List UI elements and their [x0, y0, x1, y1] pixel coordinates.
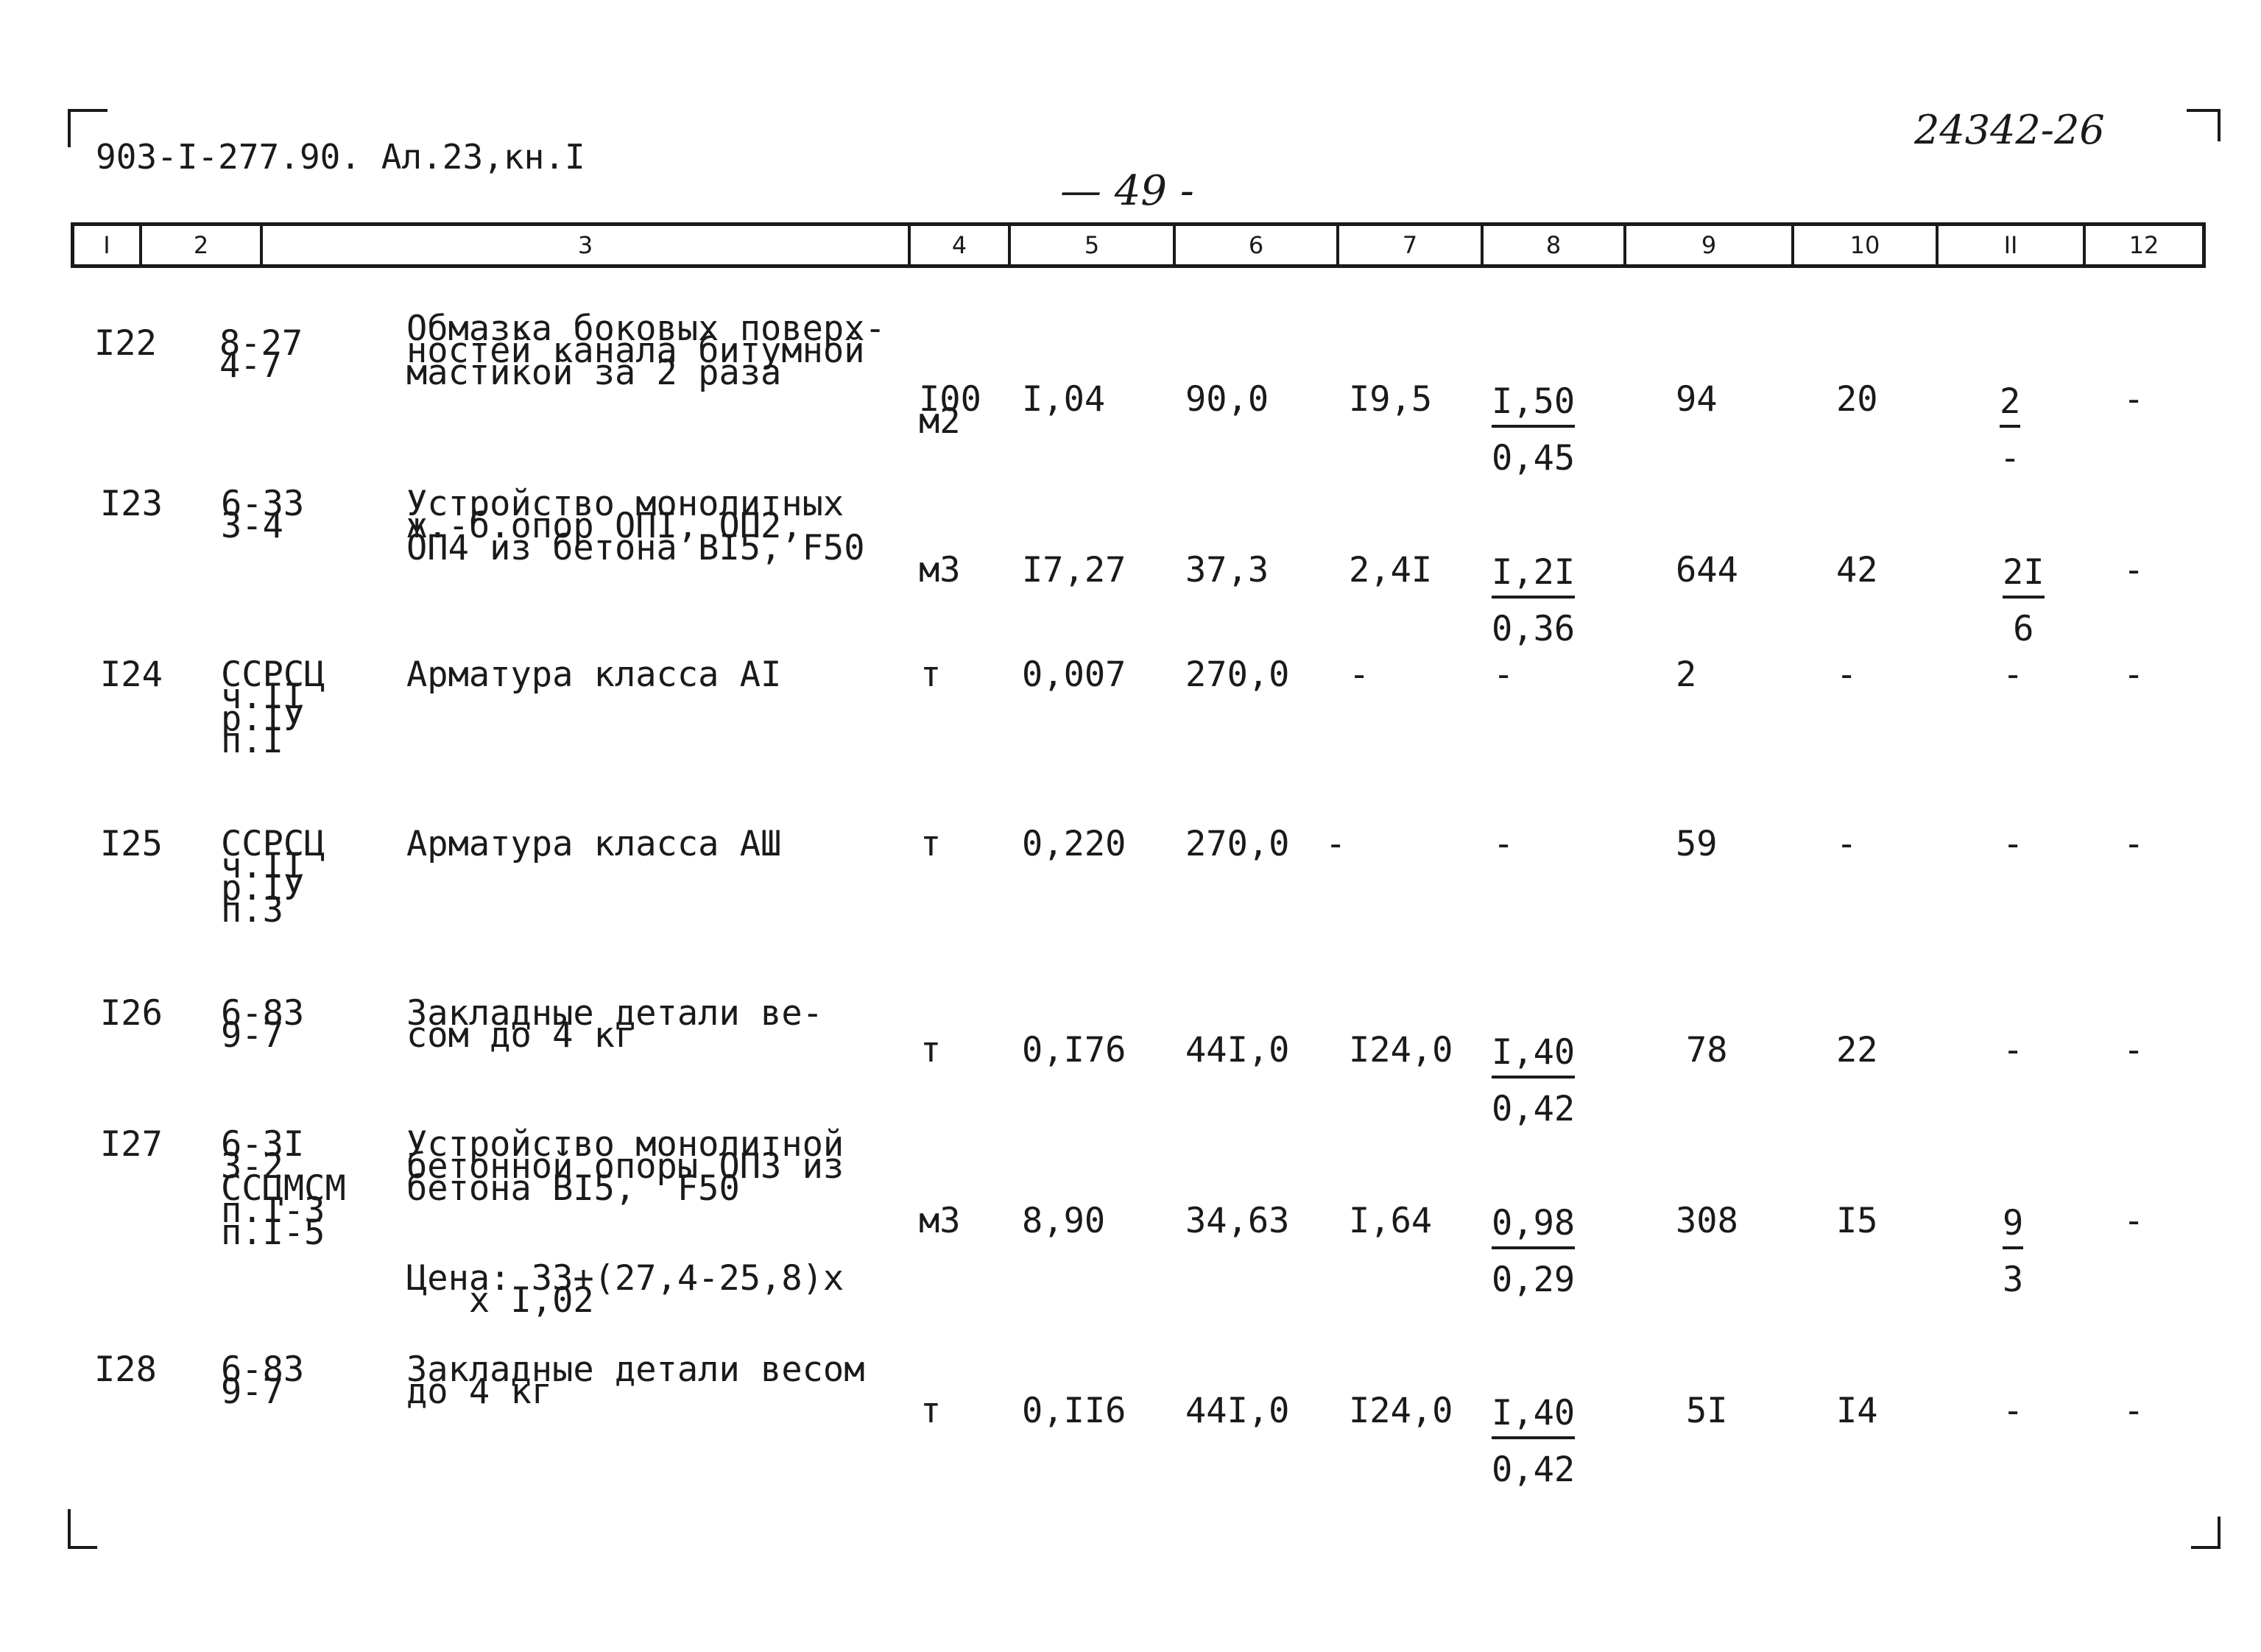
col11-value: -	[2003, 1030, 2024, 1070]
column-header-9: 9	[1623, 226, 1791, 264]
quantity: 0,II6	[1022, 1391, 1126, 1431]
col8-denominator: 0,42	[1492, 1450, 1576, 1490]
col8-denominator: 0,29	[1492, 1260, 1576, 1300]
column-header-11: II	[1936, 226, 2083, 264]
work-description: Арматура класса АI	[406, 654, 782, 695]
col12-value: -	[2123, 379, 2145, 420]
col9-value: 308	[1676, 1201, 1738, 1241]
work-description: Обмазка боковых поверх- ностей канала битумной мастикой за 2 раза	[406, 308, 886, 393]
col11-denominator: 6	[2013, 609, 2034, 649]
col8-fraction	[1492, 381, 1576, 479]
price-note: Цена: 33+(27,4-25,8)х х I,02	[406, 1258, 844, 1321]
quantity: 0,I76	[1022, 1030, 1126, 1070]
col8-denominator: 0,36	[1492, 609, 1576, 649]
col8-value: -	[1493, 824, 1514, 864]
col7-value: I9,5	[1349, 379, 1433, 420]
norm-code: 6-3I 3-2 ССЦМСМ п.I-3 п.I-5	[221, 1124, 346, 1253]
column-header-2: 2	[139, 226, 260, 264]
col9-value: 644	[1676, 550, 1738, 590]
norm-code: 8-27 4-7	[219, 323, 303, 386]
col9-value: 78	[1686, 1030, 1728, 1070]
col10-value: 42	[1836, 550, 1878, 590]
column-header-6: 6	[1173, 226, 1336, 264]
col10-value: 20	[1836, 379, 1878, 420]
work-description: Арматура класса АШ	[406, 824, 782, 864]
norm-code: ССРСЦ ч.II р.IУ п.3	[221, 824, 325, 931]
col7-value: I24,0	[1349, 1030, 1453, 1070]
col11-numerator: 2	[2000, 384, 2020, 428]
col10-value: -	[1836, 654, 1858, 695]
col11-fraction	[2003, 1203, 2024, 1300]
unit-price: 37,3	[1185, 550, 1269, 590]
unit-price: 44I,0	[1185, 1391, 1290, 1431]
norm-code: 6-33 3-4	[221, 484, 305, 546]
col10-value: I4	[1836, 1391, 1878, 1431]
work-description: Устройство монолитных ж.-б.опор ОПI, ОП2, ОП4 из бетона BI5, F50	[406, 484, 865, 568]
column-header-5: 5	[1008, 226, 1173, 264]
row-number: I24	[100, 654, 163, 695]
quantity: I7,27	[1022, 550, 1126, 590]
row-number: I25	[100, 824, 163, 864]
corner-mark-bottom-left	[68, 1509, 97, 1549]
col9-value: 5I	[1686, 1391, 1728, 1431]
col11-denominator: 3	[2003, 1260, 2024, 1300]
quantity: 8,90	[1022, 1201, 1106, 1241]
col9-value: 94	[1676, 379, 1718, 420]
table-header	[71, 222, 2206, 268]
norm-code: 6-83 9-7	[221, 1349, 305, 1412]
corner-mark-bottom-right	[2191, 1517, 2221, 1549]
col11-fraction	[2000, 381, 2021, 479]
column-header-7: 7	[1336, 226, 1481, 264]
unit: т	[920, 1030, 942, 1070]
unit-price: 270,0	[1185, 824, 1290, 864]
col8-numerator: I,40	[1492, 1396, 1575, 1439]
quantity: 0,220	[1022, 824, 1126, 864]
work-description: Закладные детали весом до 4 кг	[406, 1349, 865, 1412]
col12-value: -	[2123, 1201, 2145, 1241]
col8-numerator: I,2I	[1492, 555, 1575, 599]
row-number: I28	[94, 1349, 157, 1390]
quantity: 0,007	[1022, 654, 1126, 695]
page-number: — 49 -	[1060, 167, 1194, 215]
row-number: I22	[94, 323, 157, 364]
corner-mark-top-right	[2187, 109, 2221, 141]
work-description: Закладные детали ве- сом до 4 кг	[406, 993, 823, 1056]
col12-value: -	[2123, 824, 2145, 864]
col7-value: 2,4I	[1349, 550, 1433, 590]
col8-fraction	[1492, 1032, 1576, 1129]
unit: м3	[919, 1201, 961, 1241]
col9-value: 2	[1676, 654, 1697, 695]
col8-fraction	[1492, 552, 1576, 649]
col11-fraction	[2003, 552, 2045, 649]
unit-price: 270,0	[1185, 654, 1290, 695]
col12-value: -	[2123, 1030, 2145, 1070]
norm-code: 6-83 9-7	[221, 993, 305, 1056]
norm-code: ССРСЦ ч.II р.IУ п.I	[221, 654, 325, 761]
col10-value: 22	[1836, 1030, 1878, 1070]
column-header-1: I	[103, 231, 110, 259]
col12-value: -	[2123, 550, 2145, 590]
unit-price: 90,0	[1185, 379, 1269, 420]
quantity: I,04	[1022, 379, 1106, 420]
col7-value: -	[1349, 654, 1370, 695]
unit: т	[920, 824, 942, 864]
work-description: Устройство монолитной бетонной опоры ОП3 из бетона BI5, F50	[406, 1124, 844, 1209]
col8-denominator: 0,42	[1492, 1089, 1576, 1129]
column-header-8: 8	[1481, 226, 1623, 264]
col8-numerator: I,40	[1492, 1035, 1575, 1079]
col7-value: I,64	[1349, 1201, 1433, 1241]
unit: м3	[919, 550, 961, 590]
col11-numerator: 2I	[2003, 555, 2045, 599]
col8-numerator: I,50	[1492, 384, 1575, 428]
col8-value: -	[1493, 654, 1514, 695]
col10-value: -	[1836, 824, 1858, 864]
col8-numerator: 0,98	[1492, 1206, 1575, 1249]
column-header-4: 4	[908, 226, 1008, 264]
col9-value: 59	[1676, 824, 1718, 864]
document-code: 903-I-277.90. Ал.23,кн.I	[96, 137, 585, 177]
col11-value: -	[2003, 1391, 2024, 1431]
column-header-10: 10	[1791, 226, 1936, 264]
unit-price: 34,63	[1185, 1201, 1290, 1241]
col7-value: I24,0	[1349, 1391, 1453, 1431]
row-number: I26	[100, 993, 163, 1034]
col12-value: -	[2123, 654, 2145, 695]
col11-numerator: 9	[2003, 1206, 2023, 1249]
unit: т	[920, 654, 942, 695]
column-header-12: 12	[2083, 226, 2202, 264]
unit: I00 м2	[919, 379, 981, 442]
col11-denominator: -	[2000, 438, 2021, 479]
col8-denominator: 0,45	[1492, 438, 1576, 479]
handwritten-number: 24342-26	[1914, 107, 2105, 153]
col7-value: -	[1325, 824, 1347, 864]
col11-value: -	[2003, 824, 2024, 864]
col8-fraction	[1492, 1203, 1576, 1300]
col12-value: -	[2123, 1391, 2145, 1431]
col8-fraction	[1492, 1393, 1576, 1490]
col11-value: -	[2003, 654, 2024, 695]
unit: т	[920, 1391, 942, 1431]
row-number: I27	[100, 1124, 163, 1165]
col10-value: I5	[1836, 1201, 1878, 1241]
unit-price: 44I,0	[1185, 1030, 1290, 1070]
row-number: I23	[100, 484, 163, 524]
column-header-3: 3	[260, 226, 908, 264]
